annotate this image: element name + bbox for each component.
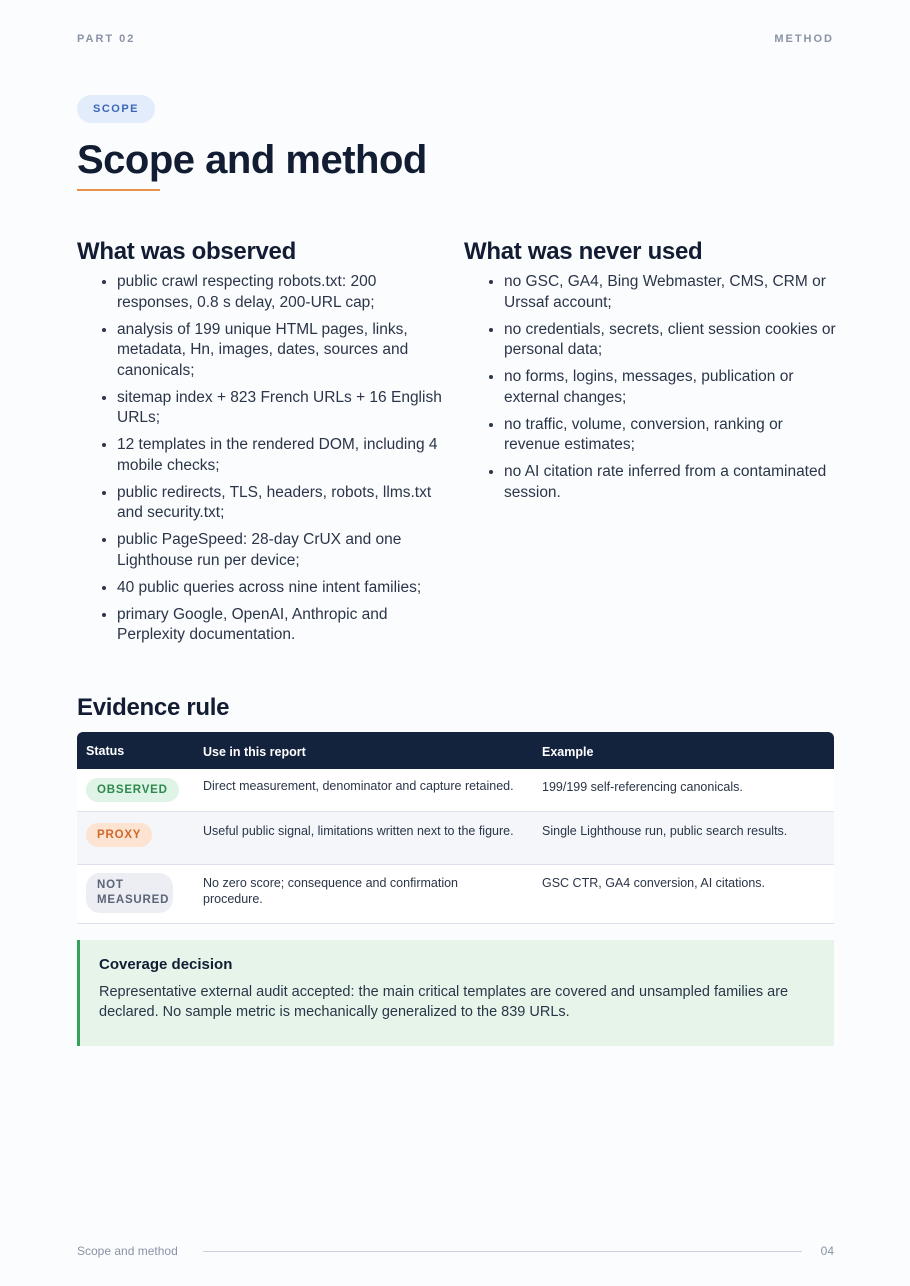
list-item: • 40 public queries across nine intent families; [117, 578, 449, 599]
column-header-example: Example [542, 745, 594, 759]
table-row [77, 865, 834, 924]
callout-text: Representative external audit accepted: the main critical templates are covered and unsampled families are declared. No sample metric is mechanically generalized to the 839 URLs. [99, 984, 789, 1020]
table-cell-example: Single Lighthouse run, public search results. [542, 824, 788, 838]
table-header [77, 732, 834, 769]
list-item: • no forms, logins, messages, publication or external changes; [504, 367, 836, 408]
footer-divider [203, 1251, 802, 1252]
status-badge-not-measured: NOT MEASURED [86, 873, 173, 913]
title-underline [77, 189, 160, 191]
list-item: • no AI citation rate inferred from a contaminated session. [504, 462, 836, 503]
section-label: METHOD [774, 33, 834, 45]
list-item: • analysis of 199 unique HTML pages, links, metadata, Hn, images, dates, sources and canonicals; [117, 320, 449, 382]
report-page [77, 0, 834, 1286]
evidence-table [77, 732, 834, 924]
column-header-use: Use in this report [203, 745, 306, 759]
footer-label: Scope and method [77, 1244, 178, 1258]
list-item: • public redirects, TLS, headers, robots, llms.txt and security.txt; [117, 483, 449, 524]
table-cell-use: No zero score; consequence and confirmation procedure. [203, 876, 459, 906]
page-number: 04 [820, 1244, 834, 1258]
page-footer [77, 1244, 834, 1260]
observed-heading: What was observed [77, 238, 296, 265]
table-cell-example: GSC CTR, GA4 conversion, AI citations. [542, 876, 765, 890]
table-row [77, 769, 834, 812]
page-title: Scope and method [77, 138, 427, 182]
list-item: • 12 templates in the rendered DOM, including 4 mobile checks; [117, 435, 449, 476]
never-used-list [464, 272, 836, 503]
evidence-heading: Evidence rule [77, 694, 230, 721]
page-header [77, 33, 834, 49]
column-header-status: Status [86, 744, 125, 758]
part-label: PART 02 [77, 33, 136, 45]
table-cell-use: Direct measurement, denominator and capture retained. [203, 779, 514, 793]
list-item: • no traffic, volume, conversion, ranking or revenue estimates; [504, 415, 836, 456]
table-cell-use: Useful public signal, limitations written next to the figure. [203, 824, 514, 838]
list-item: • primary Google, OpenAI, Anthropic and Perplexity documentation. [117, 605, 449, 646]
scope-tag: SCOPE [77, 95, 155, 123]
list-item: • sitemap index + 823 French URLs + 16 English URLs; [117, 388, 449, 429]
callout-title: Coverage decision [99, 956, 233, 973]
observed-list [77, 272, 449, 646]
table-cell-example: 199/199 self-referencing canonicals. [542, 780, 743, 794]
coverage-decision-callout [77, 940, 834, 1046]
table-row [77, 812, 834, 865]
list-item: • public crawl respecting robots.txt: 200 responses, 0.8 s delay, 200-URL cap; [117, 272, 449, 313]
never-used-heading: What was never used [464, 238, 703, 265]
list-item: • no GSC, GA4, Bing Webmaster, CMS, CRM or Urssaf account; [504, 272, 836, 313]
never-used-column [464, 238, 836, 510]
status-badge-proxy: PROXY [86, 823, 152, 847]
status-badge-observed: OBSERVED [86, 778, 179, 802]
list-item: • public PageSpeed: 28-day CrUX and one Lighthouse run per device; [117, 530, 449, 571]
observed-column [77, 238, 449, 652]
list-item: • no credentials, secrets, client session cookies or personal data; [504, 320, 836, 361]
